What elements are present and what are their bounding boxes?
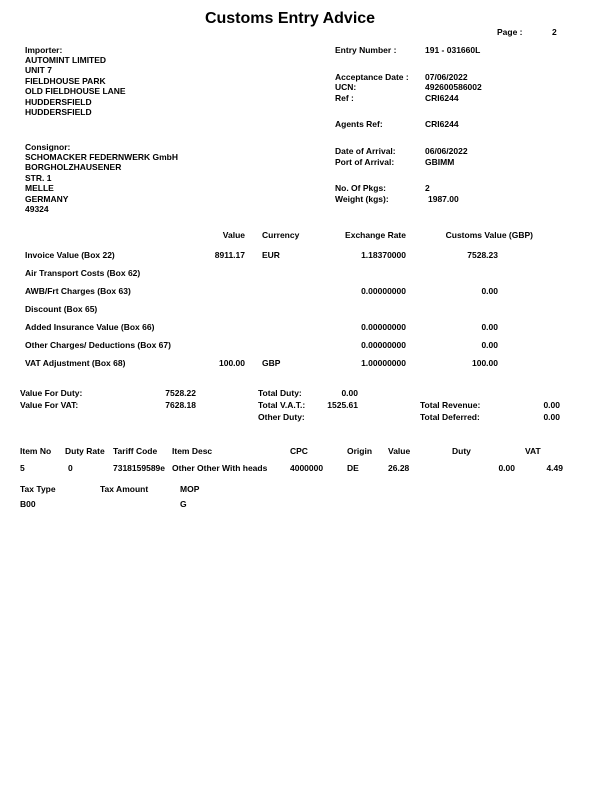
importer-line: FIELDHOUSE PARK [25,76,106,86]
values-row-label: Air Transport Costs (Box 62) [25,268,141,278]
agents-ref-label: Agents Ref: [335,119,383,129]
values-row-customs-value: 0.00 [481,322,498,332]
importer-line: AUTOMINT LIMITED [25,55,107,65]
values-header-value: Value [222,230,245,240]
weight-label: Weight (kgs): [335,194,389,204]
values-row-customs-value: 7528.23 [467,250,498,260]
values-row-label: Discount (Box 65) [25,304,98,314]
entry-number-label: Entry Number : [335,45,397,55]
consignor-line: MELLE [25,183,54,193]
consignor-label: Consignor: [25,142,71,152]
tax-header-mop: MOP [180,484,200,494]
values-header-currency: Currency [262,230,300,240]
acceptance-date-value: 07/06/2022 [425,72,468,82]
item-vat: 4.49 [546,463,563,473]
value-for-duty-value: 7528.22 [165,388,196,398]
consignor-line: GERMANY [25,194,69,204]
item-value: 26.28 [388,463,410,473]
ucn-value: 492600586002 [425,82,482,92]
values-row-customs-value: 100.00 [472,358,498,368]
values-row-value: 8911.17 [214,250,245,260]
values-row-currency: GBP [262,358,281,368]
items-header-duty: Duty [452,446,471,456]
ucn-label: UCN: [335,82,357,92]
values-row-label: Added Insurance Value (Box 66) [25,322,155,332]
value-for-vat-label: Value For VAT: [20,400,79,410]
items-header-item-desc: Item Desc [172,446,213,456]
tax-header-tax-amount: Tax Amount [100,484,149,494]
item-tariff-code: 7318159589e [113,463,166,473]
values-row-label: VAT Adjustment (Box 68) [25,358,126,368]
consignor-line: BORGHOLZHAUSENER [25,162,122,172]
importer-line: UNIT 7 [25,65,52,75]
values-row-exchange-rate: 0.00000000 [361,340,406,350]
tax-type: B00 [20,499,36,509]
item-duty: 0.00 [498,463,515,473]
acceptance-date-label: Acceptance Date : [335,72,409,82]
values-header-customs-value: Customs Value (GBP) [445,230,533,240]
values-row-value: 100.00 [219,358,245,368]
items-header-duty-rate: Duty Rate [65,446,105,456]
agents-ref-value: CRI6244 [425,119,459,129]
total-vat-label: Total V.A.T.: [258,400,306,410]
item-desc: Other Other With heads [172,463,268,473]
importer-label: Importer: [25,45,63,55]
item-no: 5 [20,463,25,473]
items-header-origin: Origin [347,446,373,456]
items-header-value: Value [388,446,411,456]
no-of-pkgs-label: No. Of Pkgs: [335,183,387,193]
values-row-customs-value: 0.00 [481,340,498,350]
values-row-label: Invoice Value (Box 22) [25,250,115,260]
date-of-arrival-value: 06/06/2022 [425,146,468,156]
no-of-pkgs-value: 2 [425,183,430,193]
total-duty-label: Total Duty: [258,388,302,398]
importer-line: HUDDERSFIELD [25,97,92,107]
items-header-vat: VAT [525,446,541,456]
tax-mop: G [180,499,187,509]
ref-label: Ref : [335,93,354,103]
consignor-line: SCHOMACKER FEDERNWERK GmbH [25,152,178,162]
page-number: 2 [552,27,557,37]
weight-value: 1987.00 [428,194,459,204]
consignor-line: 49324 [25,204,49,214]
other-duty-label: Other Duty: [258,412,305,422]
importer-line: HUDDERSFIELD [25,107,92,117]
values-row-customs-value: 0.00 [481,286,498,296]
values-row-exchange-rate: 1.00000000 [361,358,406,368]
port-of-arrival-value: GBIMM [425,157,455,167]
values-row-currency: EUR [262,250,280,260]
values-row-label: Other Charges/ Deductions (Box 67) [25,340,171,350]
total-revenue-label: Total Revenue: [420,400,481,410]
values-header-exchange-rate: Exchange Rate [345,230,406,240]
total-revenue-value: 0.00 [543,400,560,410]
item-origin: DE [347,463,359,473]
total-vat-value: 1525.61 [327,400,358,410]
items-header-tariff-code: Tariff Code [113,446,158,456]
item-cpc: 4000000 [290,463,324,473]
total-deferred-value: 0.00 [543,412,560,422]
total-duty-value: 0.00 [341,388,358,398]
consignor-line: STR. 1 [25,173,52,183]
importer-line: OLD FIELDHOUSE LANE [25,86,126,96]
tax-header-tax-type: Tax Type [20,484,56,494]
ref-value: CRI6244 [425,93,459,103]
value-for-duty-label: Value For Duty: [20,388,83,398]
values-row-exchange-rate: 0.00000000 [361,286,406,296]
values-row-exchange-rate: 1.18370000 [361,250,406,260]
value-for-vat-value: 7628.18 [165,400,196,410]
port-of-arrival-label: Port of Arrival: [335,157,395,167]
values-row-exchange-rate: 0.00000000 [361,322,406,332]
items-header-item-no: Item No [20,446,52,456]
date-of-arrival-label: Date of Arrival: [335,146,396,156]
values-row-label: AWB/Frt Charges (Box 63) [25,286,131,296]
entry-number-value: 191 - 031660L [425,45,481,55]
items-header-cpc: CPC [290,446,308,456]
page-label: Page : [497,27,523,37]
total-deferred-label: Total Deferred: [420,412,480,422]
item-duty-rate: 0 [68,463,73,473]
page-title: Customs Entry Advice [204,10,376,27]
